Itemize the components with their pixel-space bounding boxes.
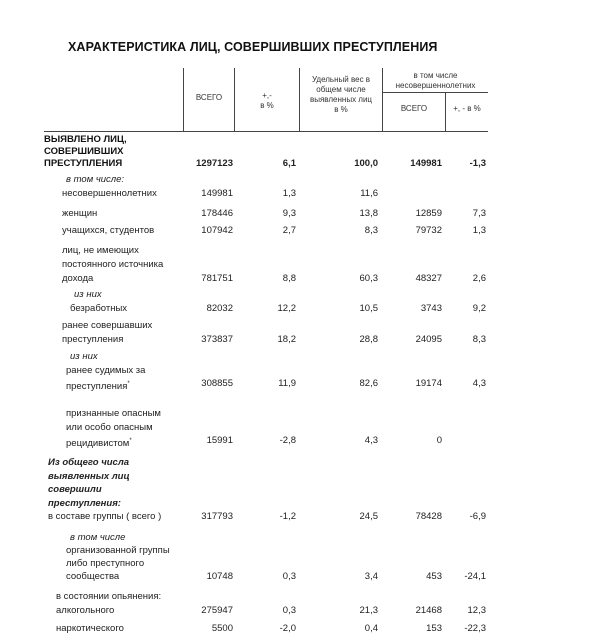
cell-minors-change: 4,3 [472, 378, 486, 389]
cell-minors-change: 9,2 [472, 302, 486, 314]
row-label [66, 365, 145, 377]
row-label-text: ранее судимых за [66, 364, 146, 376]
row-label-text: выявленных лиц [48, 470, 130, 482]
row-label-text: лиц, не имеющих [62, 245, 139, 256]
row-label-text: преступления [66, 381, 128, 393]
row-label-text: из них [70, 351, 98, 362]
row-label [44, 158, 122, 170]
header-share: Удельный вес в общем числе выявленных лиц в % [309, 75, 373, 114]
cell-minors-change: 12,3 [467, 605, 486, 616]
row-label-text: в том числе: [66, 174, 125, 185]
row-label-text: признанные опасным [66, 408, 161, 419]
header-total: ВСЕГО [195, 93, 223, 102]
cell-minors-total: 19174 [415, 378, 442, 389]
page-title: ХАРАКТЕРИСТИКА ЛИЦ, СОВЕРШИВШИХ ПРЕСТУПЛЕНИЯ [68, 40, 438, 54]
row-label [56, 591, 161, 603]
cell-minors-total: 0 [436, 435, 442, 446]
cell-change: 6,1 [282, 158, 296, 169]
cell-total: 10748 [206, 571, 233, 582]
row-label [66, 545, 170, 557]
row-label [62, 320, 152, 332]
cell-minors-change: 2,6 [472, 273, 486, 284]
row-label-text: СОВЕРШИВШИХ [44, 146, 124, 157]
row-label [70, 303, 127, 315]
row-label-text: организованной группы [66, 545, 170, 556]
row-label-text: в составе группы ( всего ) [48, 511, 162, 522]
cell-minors-change: -24,1 [464, 571, 486, 582]
cell-share: 10,5 [359, 302, 378, 314]
cell-minors-total: 79732 [415, 225, 442, 236]
row-label-text: рецидивистом [66, 438, 130, 450]
row-label [48, 498, 121, 510]
row-label-text: ПРЕСТУПЛЕНИЯ [44, 158, 123, 169]
row-label-text: из них [74, 289, 102, 300]
cell-change: -1,2 [279, 511, 296, 522]
cell-change: -2,0 [279, 623, 296, 634]
cell-share: 24,5 [359, 511, 378, 522]
cell-change: 0,3 [282, 571, 296, 582]
cell-minors-total: 21468 [415, 605, 442, 616]
row-label-text: безработных [70, 302, 128, 314]
cell-share: 11,6 [360, 188, 378, 199]
cell-share: 21,3 [359, 605, 378, 616]
row-label-text: совершили [48, 484, 102, 495]
cell-minors-total: 149981 [410, 158, 442, 169]
row-label [48, 471, 130, 483]
cell-minors-change: -1,3 [469, 158, 486, 169]
cell-minors-total: 453 [426, 571, 442, 582]
cell-change: -2,8 [279, 435, 296, 446]
cell-change: 11,9 [278, 378, 296, 389]
cell-minors-total: 24095 [415, 333, 442, 345]
row-label-text: преступления [62, 333, 124, 345]
header-minors-change: +, - в % [453, 104, 481, 113]
row-label-text: постоянного источника [62, 259, 164, 270]
row-label-text: наркотического [56, 623, 124, 634]
row-label [66, 174, 124, 186]
row-label-text: несовершеннолетних [62, 188, 157, 199]
cell-minors-total: 78428 [415, 511, 442, 522]
row-label [66, 571, 119, 583]
cell-total: 317793 [201, 511, 233, 522]
cell-change: 1,3 [282, 188, 296, 199]
row-label [66, 408, 161, 420]
cell-minors-change: -22,3 [464, 623, 486, 634]
cell-total: 15991 [206, 435, 233, 446]
row-label-text: преступления: [48, 497, 121, 509]
row-label [66, 435, 132, 450]
cell-minors-total: 12859 [415, 208, 442, 219]
cell-change: 2,7 [282, 225, 296, 236]
footnote-mark: * [129, 438, 132, 444]
cell-share: 60,3 [359, 273, 378, 284]
row-label [74, 289, 102, 301]
cell-minors-change: 7,3 [472, 208, 486, 219]
row-label-text: Из общего числа [48, 457, 130, 468]
cell-share: 82,6 [359, 378, 378, 389]
row-label-text: ВЫЯВЛЕНО ЛИЦ, [44, 134, 127, 145]
cell-minors-total: 3743 [420, 302, 442, 314]
row-label-text: в том числе [70, 532, 126, 543]
cell-total: 275947 [201, 605, 233, 616]
cell-total: 1297123 [196, 158, 233, 169]
cell-total: 308855 [201, 378, 233, 389]
cell-minors-total: 48327 [415, 273, 442, 284]
cell-share: 8,3 [364, 225, 378, 236]
cell-total: 5500 [211, 623, 233, 634]
row-label [70, 532, 125, 544]
row-label [62, 225, 154, 237]
header-change: +,- в % [260, 91, 274, 110]
row-label [48, 511, 161, 523]
divider [44, 131, 488, 132]
cell-minors-change: 1,3 [472, 225, 486, 236]
row-label [62, 273, 93, 285]
row-label [56, 623, 124, 635]
cell-share: 28,8 [359, 333, 378, 345]
cell-share: 100,0 [354, 158, 378, 169]
cell-total: 107942 [201, 225, 233, 236]
cell-total: 178446 [201, 208, 233, 219]
cell-total: 82032 [206, 302, 233, 314]
cell-share: 13,8 [359, 208, 378, 219]
row-label-text: алкогольного [56, 605, 115, 616]
divider [382, 92, 488, 93]
row-label-text: сообщества [66, 571, 120, 582]
cell-change: 8,8 [282, 273, 296, 284]
row-label [66, 422, 153, 434]
cell-minors-change: 8,3 [472, 333, 486, 345]
cell-change: 12,2 [277, 302, 296, 314]
cell-share: 0,4 [364, 623, 378, 634]
row-label-text: ранее совершавших [62, 320, 153, 331]
row-label-text: или особо опасным [66, 421, 153, 433]
row-label [62, 259, 163, 271]
cell-minors-change: -6,9 [469, 511, 486, 522]
row-label [48, 484, 102, 496]
row-label-text: учащихся, студентов [62, 225, 155, 236]
cell-total: 373837 [201, 333, 233, 345]
row-label [66, 378, 130, 393]
row-label [56, 605, 114, 617]
header-minors-group: в том числе несовершеннолетних [395, 71, 476, 90]
row-label [62, 208, 97, 220]
row-label [62, 188, 157, 200]
row-label-text: женщин [62, 208, 98, 219]
cell-change: 9,3 [282, 208, 296, 219]
cell-share: 3,4 [364, 571, 378, 582]
row-label-text: либо преступного [66, 558, 145, 569]
cell-minors-total: 153 [426, 623, 442, 634]
cell-change: 0,3 [282, 605, 296, 616]
row-label [44, 134, 127, 146]
cell-share: 4,3 [364, 435, 378, 446]
header-minors-total: ВСЕГО [400, 104, 428, 113]
row-label [70, 351, 98, 363]
row-label-text: дохода [62, 273, 94, 284]
row-label [62, 334, 123, 346]
cell-total: 149981 [201, 188, 233, 199]
row-label [44, 146, 124, 158]
row-label [48, 457, 129, 469]
footnote-mark: * [127, 381, 130, 387]
cell-total: 781751 [201, 273, 233, 284]
cell-change: 18,2 [277, 333, 296, 345]
row-label-text: в состоянии опьянения: [56, 591, 162, 602]
row-label [62, 245, 139, 257]
row-label [66, 558, 144, 570]
